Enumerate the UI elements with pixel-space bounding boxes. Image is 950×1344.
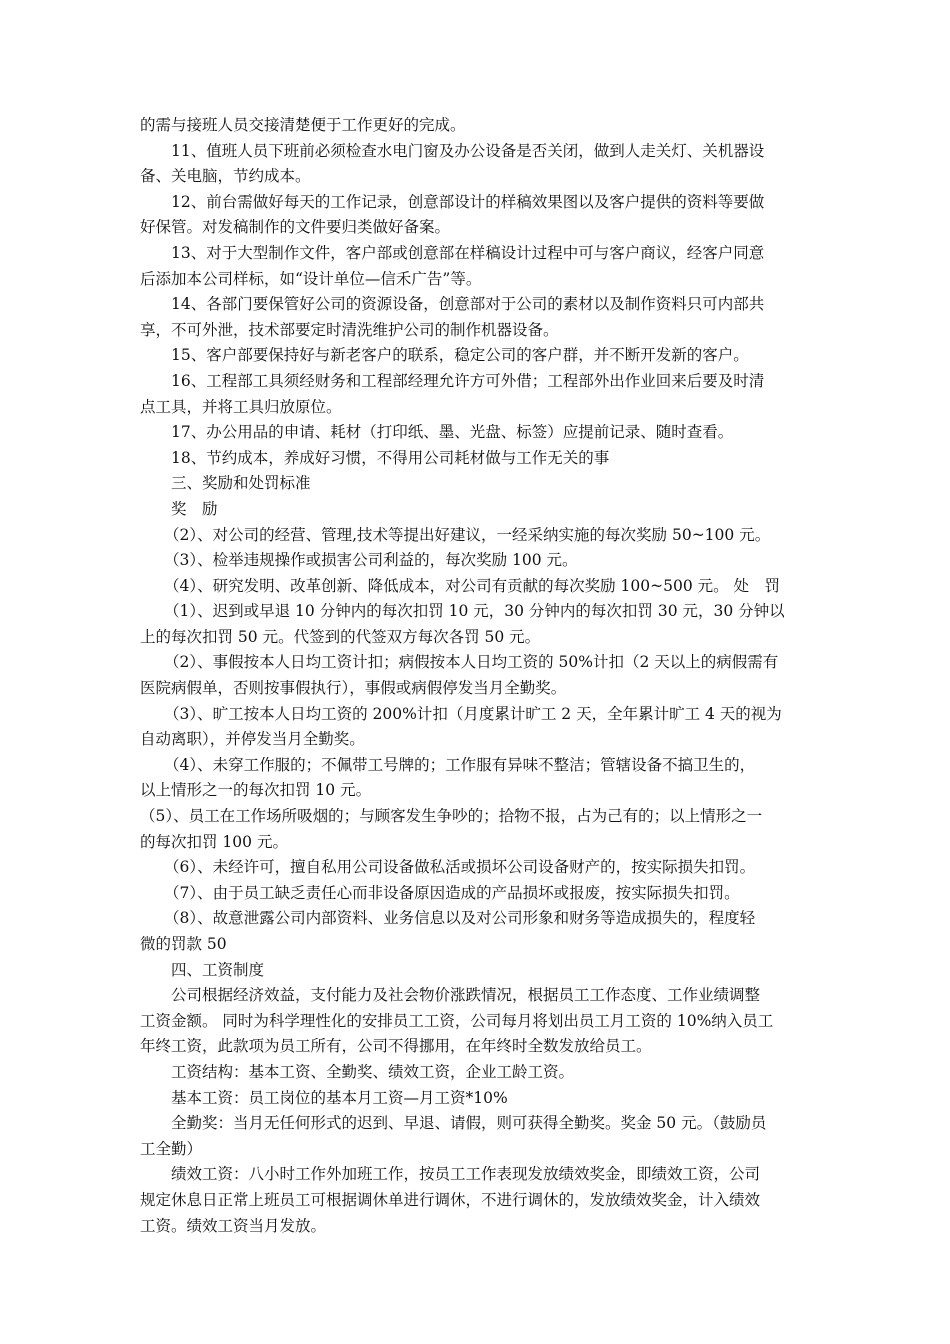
text-line: 规定休息日正常上班员工可根据调休单进行调休，不进行调休的，发放绩效奖金，计入绩效 (140, 1190, 761, 1209)
text-line: 的需与接班人员交接清楚便于工作更好的完成。 (140, 116, 466, 134)
text-line: 16、工程部工具须经财务和工程部经理允许方可外借；工程部外出作业回来后要及时清 (171, 371, 765, 390)
text-line: （4）、研究发明、改革创新、降低成本，对公司有贡献的每次奖励 100~500 元。 处 罚 (164, 576, 781, 595)
text-line: 14、各部门要保管好公司的资源设备，创意部对于公司的素材以及制作资料只可内部共 (171, 295, 765, 314)
text-line: 15、客户部要保持好与新老客户的联系，稳定公司的客户群，并不断开发新的客户。 (171, 346, 749, 365)
text-line: 基本工资：员工岗位的基本月工资—月工资*10% (171, 1088, 508, 1107)
text-line: 工资结构：基本工资、全勤奖、绩效工资，企业工龄工资。 (171, 1062, 575, 1081)
text-line: 以上情形之一的每次扣罚 10 元。 (140, 781, 372, 800)
text-line: 的每次扣罚 100 元。 (140, 832, 288, 851)
text-line: （1）、迟到或早退 10 分钟内的每次扣罚 10 元，30 分钟内的每次扣罚 30 元，30 分钟以 (164, 602, 785, 621)
text-line: 享，不可外泄，技术部要定时清洗维护公司的制作机器设备。 (140, 320, 559, 339)
text-line: （8）、故意泄露公司内部资料、业务信息以及对公司形象和财务等造成损失的，程度轻 (164, 909, 756, 928)
text-line: 11、值班人员下班前必须检查水电门窗及办公设备是否关闭，做到人走关灯、关机器设 (171, 141, 765, 160)
text-line: 工资金额。 同时为科学理性化的安排员工工资，公司每月将划出员工月工资的 10%纳入员工 (140, 1011, 774, 1030)
text-line: 18、节约成本，养成好习惯，不得用公司耗材做与工作无关的事 (171, 448, 610, 467)
text-line: 年终工资，此款项为员工所有，公司不得挪用，在年终时全数发放给员工。 (140, 1037, 652, 1056)
text-line: （4）、未穿工作服的；不佩带工号牌的；工作服有异味不整洁；管辖设备不搞卫生的， (164, 755, 756, 774)
text-line: 好保管。对发稿制作的文件要归类做好备案。 (140, 218, 451, 237)
text-line: （3）、检举违规操作或损害公司利益的，每次奖励 100 元。 (164, 551, 578, 570)
text-line: 12、前台需做好每天的工作记录，创意部设计的样稿效果图以及客户提供的资料等要做 (171, 192, 765, 211)
text-line: 医院病假单，否则按事假执行），事假或病假停发当月全勤奖。 (140, 679, 567, 698)
text-line: 备、关电脑，节约成本。 (140, 167, 311, 186)
text-line: 公司根据经济效益，支付能力及社会物价涨跌情况，根据员工工作态度、工作业绩调整 (171, 986, 761, 1005)
text-line: 绩效工资：八小时工作外加班工作，按员工工作表现发放绩效奖金，即绩效工资，公司 (171, 1165, 761, 1184)
text-line: （2）、对公司的经营、管理,技术等提出好建议，一经采纳实施的每次奖励 50~100 元。 (164, 525, 771, 544)
text-line: 自动离职），并停发当月全勤奖。 (140, 730, 365, 749)
text-line: （7）、由于员工缺乏责任心而非设备原因造成的产品损坏或报废，按实际损失扣罚。 (164, 883, 740, 902)
text-line: 工全勤） (140, 1139, 203, 1158)
text-line: 后添加本公司样标，如“设计单位—信禾广告”等。 (140, 269, 482, 288)
text-line: 三、奖励和处罚标准 (171, 474, 311, 493)
text-line: 微的罚款 50 (140, 935, 227, 953)
document-page (140, 113, 812, 1239)
text-line: 上的每次扣罚 50 元。代签到的代签双方每次各罚 50 元。 (140, 627, 541, 646)
text-line: 全勤奖：当月无任何形式的迟到、早退、请假，则可获得全勤奖。奖金 50 元。（鼓励员 (171, 1114, 767, 1133)
text-line: （6）、未经许可，擅自私用公司设备做私活或损坏公司设备财产的，按实际损失扣罚。 (164, 858, 756, 877)
text-line: （2）、事假按本人日均工资计扣；病假按本人日均工资的 50%计扣（2 天以上的病假需有 (164, 653, 779, 672)
text-line: （5）、员工在工作场所吸烟的；与顾客发生争吵的；拾物不报，占为己有的；以上情形之一 (140, 807, 763, 826)
text-line: （3）、旷工按本人日均工资的 200%计扣（月度累计旷工 2 天，全年累计旷工 4 天的视为 (164, 704, 782, 723)
text-line: 四、工资制度 (171, 960, 265, 979)
text-line: 点工具，并将工具归放原位。 (140, 397, 342, 416)
text-line: 奖 励 (171, 499, 218, 518)
text-line: 17、办公用品的申请、耗材（打印纸、墨、光盘、标签）应提前记录、随时查看。 (171, 423, 734, 442)
text-line: 工资。绩效工资当月发放。 (140, 1216, 327, 1235)
text-line: 13、对于大型制作文件，客户部或创意部在样稿设计过程中可与客户商议，经客户同意 (171, 243, 765, 262)
